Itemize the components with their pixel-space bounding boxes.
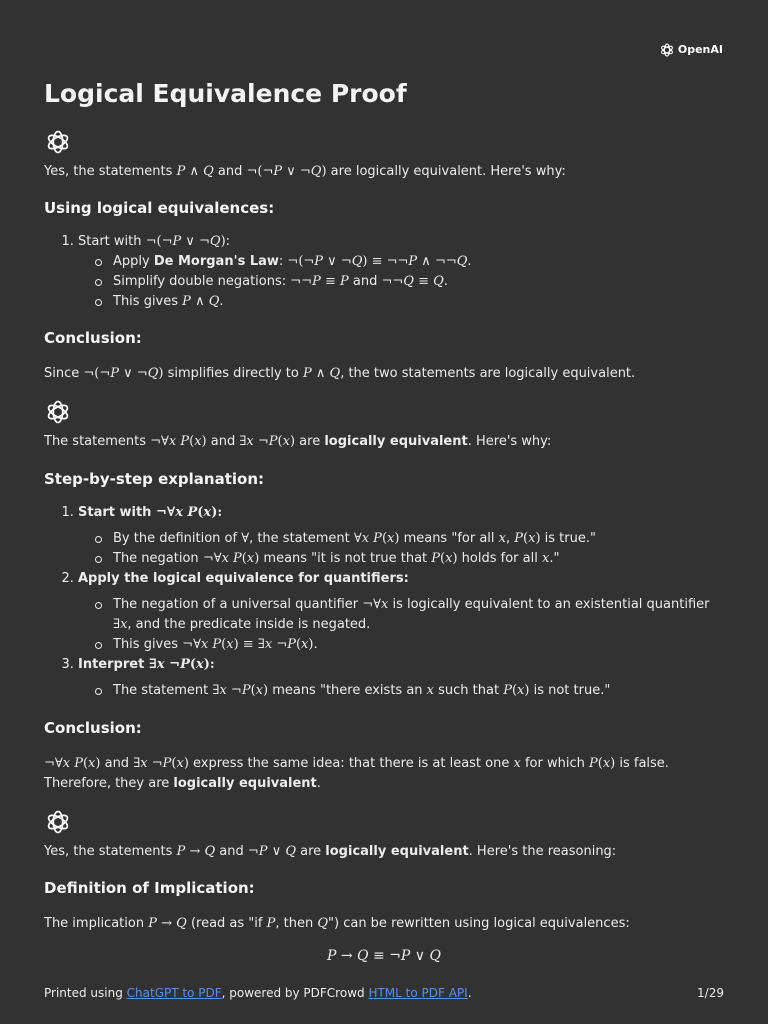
list-item: Apply De Morgan's Law: ¬(¬P ∨ ¬Q) ≡ ¬¬P ∧ ¬¬Q. <box>113 252 724 272</box>
section-heading: Definition of Implication: <box>44 879 255 897</box>
assistant-avatar <box>44 398 72 426</box>
brand-name: OpenAI <box>677 43 723 56</box>
steps-list <box>44 232 724 312</box>
chatgpt-to-pdf-link[interactable]: ChatGPT to PDF <box>126 986 222 1000</box>
openai-logo-icon <box>44 808 72 836</box>
list-item: 3. Interpret ∃x ¬P(x): The statement ∃x ¬P(x) means "there exists an x such that P(x) is not true." <box>78 655 724 701</box>
list-item: The negation ¬∀x P(x) means "it is not true that P(x) holds for all x." <box>113 549 724 569</box>
openai-logo-icon <box>44 128 72 156</box>
section-heading: Conclusion: <box>44 329 142 347</box>
html-to-pdf-api-link[interactable]: HTML to PDF API <box>368 986 468 1000</box>
section-heading: Conclusion: <box>44 719 142 737</box>
page-number: 1/29 <box>697 986 724 1000</box>
paragraph: Since ¬(¬P ∨ ¬Q) simplifies directly to P ∧ Q, the two statements are logically equivalent. <box>44 366 636 381</box>
assistant-avatar <box>44 128 72 156</box>
section-heading: Using logical equivalences: <box>44 199 275 217</box>
list-item: The statement ∃x ¬P(x) means "there exists an x such that P(x) is not true." <box>113 681 724 701</box>
list-item: This gives P ∧ Q. <box>113 292 724 312</box>
answer-3-intro: Yes, the statements P → Q and ¬P ∨ Q are logically equivalent. Here's the reasoning: <box>44 844 617 859</box>
paragraph: The implication P → Q (read as "if P, then Q") can be rewritten using logical equivalences: <box>44 916 630 931</box>
section-heading: Step-by-step explanation: <box>44 470 265 488</box>
conversation <box>44 128 724 966</box>
footer-credit: Printed using ChatGPT to PDF, powered by PDFCrowd HTML to PDF API. <box>44 986 472 1000</box>
list-item: The negation of a universal quantifier ¬∀x is logically equivalent to an existential quantifier ∃x, and the predicate inside is negated. <box>113 595 724 635</box>
list-item: By the definition of ∀, the statement ∀x P(x) means "for all x, P(x) is true." <box>113 529 724 549</box>
answer-2-intro: The statements ¬∀x P(x) and ∃x ¬P(x) are logically equivalent. Here's why: <box>44 434 552 449</box>
footer <box>44 984 724 1002</box>
list-item: Simplify double negations: ¬¬P ≡ P and ¬¬Q ≡ Q. <box>113 272 724 292</box>
list-item: 1. Start with ¬∀x P(x): By the definition of ∀, the statement ∀x P(x) means "for all x, P(x) is true." The negation ¬∀x P(x) means "it is not true that P(x) holds for all x." <box>78 503 724 569</box>
answer-1-intro: Yes, the statements P ∧ Q and ¬(¬P ∨ ¬Q) are logically equivalent. Here's why: <box>44 164 566 179</box>
openai-logo-icon <box>659 42 675 58</box>
steps-list <box>44 503 724 701</box>
openai-logo-icon <box>44 398 72 426</box>
list-item: 2. Apply the logical equivalence for quantifiers: The negation of a universal quantifier ¬∀x is logically equivalent to an existential quantifier ∃x, and the predicate inside is negated. This gives ¬∀x P(x) ≡ ∃x ¬P(x). <box>78 569 724 655</box>
list-item: This gives ¬∀x P(x) ≡ ∃x ¬P(x). <box>113 635 724 655</box>
assistant-avatar <box>44 808 72 836</box>
brand <box>659 40 723 60</box>
list-item: 1. Start with ¬(¬P ∨ ¬Q): Apply De Morgan's Law: ¬(¬P ∨ ¬Q) ≡ ¬¬P ∧ ¬¬Q. Simplify double negations: ¬¬P ≡ P and ¬¬Q ≡ Q. This gives P ∧ Q. <box>78 232 724 312</box>
page-title: Logical Equivalence Proof <box>44 79 407 108</box>
display-equation: P → Q ≡ ¬P ∨ Q <box>327 948 441 964</box>
paragraph: ¬∀x P(x) and ∃x ¬P(x) express the same idea: that there is at least one x for which P(x) is false. Therefore, they are logically equivalent. <box>44 756 669 791</box>
